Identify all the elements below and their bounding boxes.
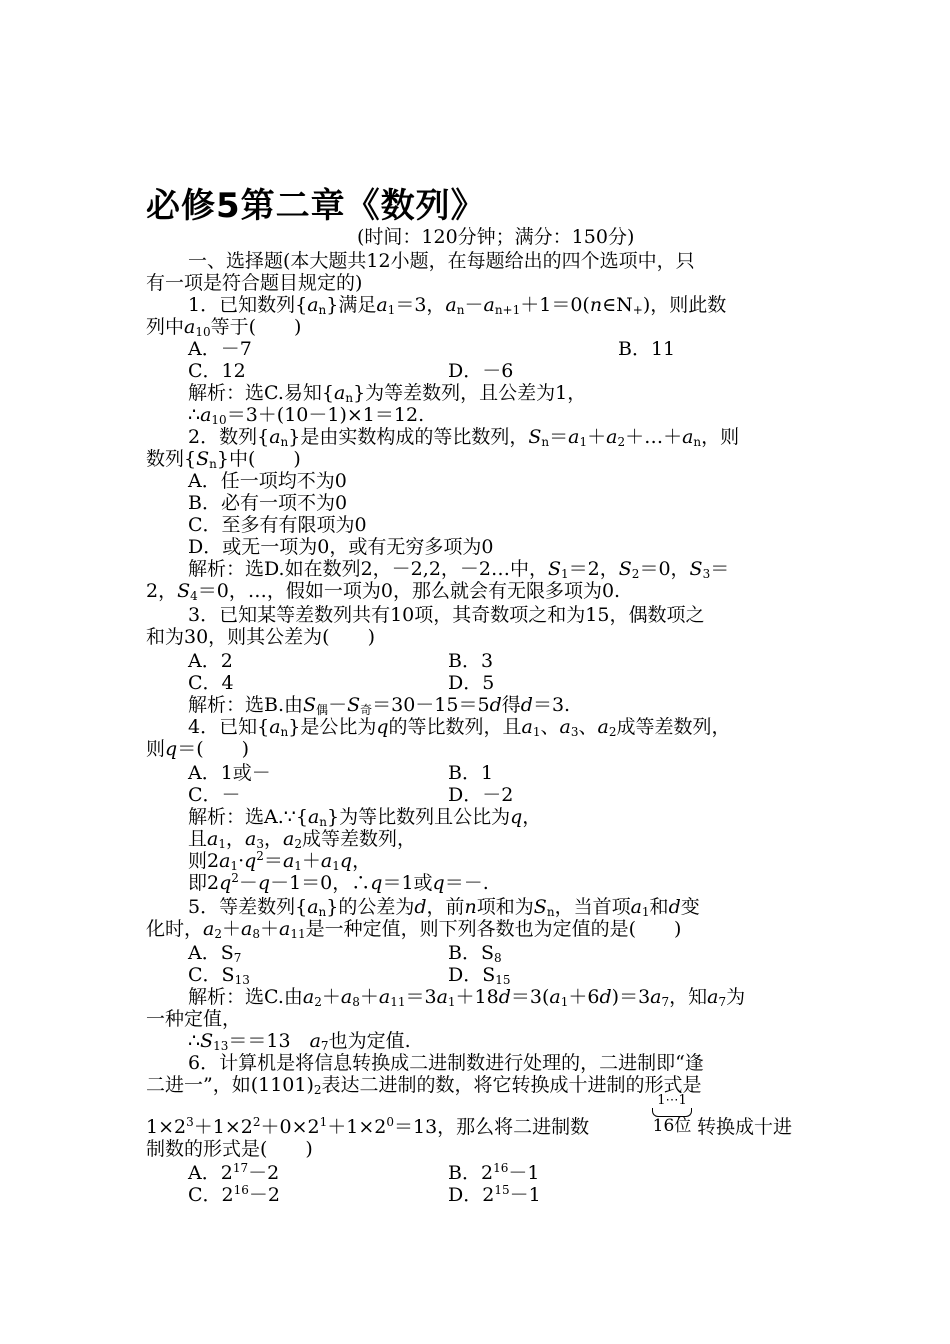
- solution-cont: 2，$S_4=0$，…，假如一项为0，那么就会有无限多项为0.: [146, 580, 621, 603]
- question-6: 6．计算机是将信息转换成二进制数进行处理的，二进制即“逢: [188, 1052, 704, 1074]
- solution-cont: 即$2q^2-q-1=0$，∴q＝1或q＝－.: [188, 871, 489, 894]
- option-b: B．$2^{16}-1$: [448, 1161, 540, 1184]
- option-d: D．－2: [448, 784, 514, 806]
- option-c: C．$2^{16}-2$: [188, 1183, 281, 1206]
- option-a: A．$S_7$: [188, 942, 242, 965]
- solution-cont: 一种定值，: [146, 1008, 242, 1030]
- question-6-cont: $1\times 2^3+1\times 2^2+0\times 2^1+1\times 2^0=13$，那么将二进制数: [146, 1115, 590, 1138]
- question-6-cont: 二进一”，如$(1101)_2$表达二进制的数，将它转换成十进制的形式是: [146, 1074, 702, 1097]
- option-d: D．5: [448, 672, 495, 694]
- option-a: A．1或－: [188, 762, 271, 784]
- option-d: D．$S_{15}$: [448, 964, 511, 987]
- option-b: B．$S_8$: [448, 942, 502, 965]
- section-heading: 一、选择题(本大题共12小题，在每题给出的四个选项中，只: [188, 250, 695, 272]
- question-6-cont: 制数的形式是( ): [146, 1138, 313, 1160]
- option-d: D．－6: [448, 360, 514, 382]
- option-b: B．3: [448, 650, 494, 672]
- solution: 解析：选$A.\because\{a_n\}$为等比数列且公比为q，: [188, 806, 542, 829]
- option-a: A．任一项均不为0: [188, 470, 347, 492]
- section-heading-cont: 有一项是符合题目规定的): [146, 272, 363, 294]
- option-b: B．11: [618, 338, 676, 360]
- option-c: C．至多有有限项为0: [188, 514, 367, 536]
- option-c: C．4: [188, 672, 234, 694]
- question-2: 2．数列$\{a_n\}$是由实数构成的等比数列，$S_n=a_1+a_2+\dots+a_n$，则: [188, 426, 740, 449]
- option-c: C．－: [188, 784, 241, 806]
- option-a: A．$2^{17}-2$: [188, 1161, 280, 1184]
- option-d: D．$2^{15}-1$: [448, 1183, 541, 1206]
- question-2-cont: 数列$\{S_n\}$中( ): [146, 448, 301, 471]
- exam-info: (时间：120分钟；满分：150分): [357, 226, 635, 248]
- question-1-cont: 列中$a_{10}$等于( ): [146, 316, 302, 339]
- binary-digits: 1⋯1: [657, 1093, 687, 1108]
- solution-cont: $\therefore S_{13}==13$ $a_7$也为定值.: [188, 1030, 411, 1053]
- question-5: 5．等差数列$\{a_n\}$的公差为d，前n项和为$S_n$，当首项$a_1$和d变: [188, 896, 700, 919]
- question-4: 4．已知$\{a_n\}$是公比为q的等比数列，且$a_1$、$a_3$、$a_2$成等差数列，: [188, 716, 731, 739]
- binary-number-brace: [650, 1093, 694, 1136]
- option-b: B．1: [448, 762, 494, 784]
- solution: 解析：选C.由$a_2+a_8+a_{11}=3a_1+18d=3(a_1+6d)=3a_7$，知$a_7$为: [188, 986, 746, 1009]
- option-d: D．或无一项为0，或有无穷多项为0: [188, 536, 494, 558]
- option-a: A．2: [188, 650, 233, 672]
- option-c: C．12: [188, 360, 246, 382]
- solution-cont: $\therefore a_{10}=3+(10-1)\times 1=12$.: [188, 404, 425, 427]
- question-3-cont: 和为30，则其公差为( ): [146, 626, 376, 648]
- solution-cont: 则$2a_1\cdot q^2=a_1+a_1q$，: [188, 849, 372, 873]
- option-a: A．－7: [188, 338, 252, 360]
- question-6-cont: 转换成十进: [697, 1116, 793, 1138]
- solution: 解析：选B.由$S_偶-S_奇=30-15=5d$得d＝3.: [188, 694, 571, 717]
- solution: 解析：选D.如在数列2，－2,2，－2…中，$S_1=2$，$S_2=0$，$S_3=$: [188, 558, 730, 581]
- page-title: 必修5第二章《数列》: [146, 186, 486, 226]
- question-3: 3．已知某等差数列共有10项，其奇数项之和为15，偶数项之: [188, 604, 705, 626]
- option-c: C．$S_{13}$: [188, 964, 250, 987]
- option-b: B．必有一项不为0: [188, 492, 348, 514]
- solution: 解析：选C.易知$\{a_n\}$为等差数列，且公差为1，: [188, 382, 587, 405]
- question-4-cont: 则q＝( ): [146, 738, 250, 760]
- solution-cont: 且$a_1$，$a_3$，$a_2$成等差数列，: [188, 828, 416, 851]
- binary-digit-count: 16位: [652, 1116, 692, 1136]
- question-1: 1．已知数列$\{a_n\}$满足$a_1=3$，$a_n-a_{n+1}+1=0(n\in N_+)$，则此数: [188, 294, 727, 317]
- question-5-cont: 化时，$a_2+a_8+a_{11}$是一种定值，则下列各数也为定值的是( ): [146, 918, 682, 941]
